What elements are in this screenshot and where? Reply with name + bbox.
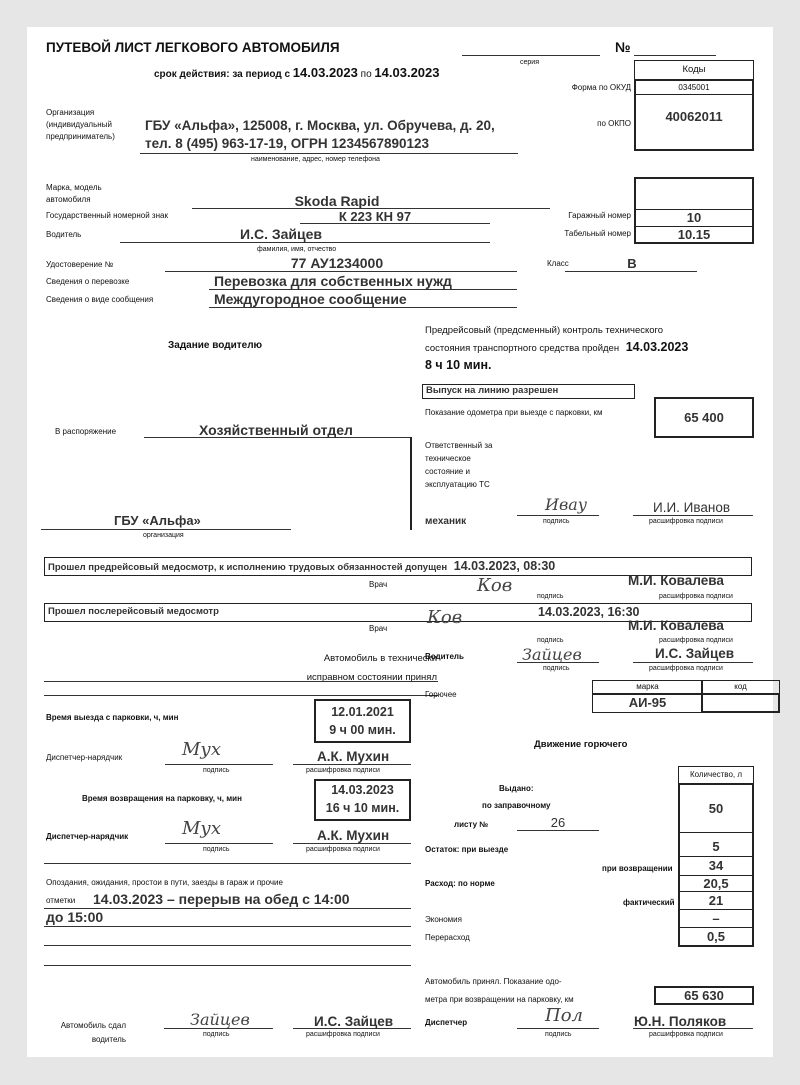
transport-label: Сведения о перевозке (46, 277, 130, 286)
responsible-4: эксплуатацию ТС (425, 480, 490, 489)
number-label: № (615, 39, 631, 55)
task-org-value[interactable]: ГБУ «Альфа» (114, 513, 201, 528)
acceptance-driver-label: Водитель (425, 652, 464, 661)
task-org-line (41, 529, 291, 530)
footer-dispatcher-label: Диспетчер (425, 1018, 468, 1027)
return-name-caption: расшифровка подписи (306, 846, 380, 853)
economy-value[interactable]: – (680, 910, 752, 928)
class-value[interactable]: В (627, 256, 637, 271)
notes-top-line (44, 863, 411, 864)
codes-header-cell (634, 60, 754, 80)
handed-driver-signature: Зайцев (190, 1010, 250, 1029)
departure-box (314, 699, 411, 743)
fuel-label: Горючее (425, 690, 457, 699)
codes-title: Коды (682, 64, 706, 75)
license-value[interactable]: 77 АУ1234000 (290, 255, 384, 271)
class-line (565, 271, 697, 272)
footer-signature-caption: подпись (545, 1031, 572, 1038)
return-dispatcher-label: Диспетчер-нарядчик (46, 832, 129, 841)
garage-value[interactable]: 10 (636, 210, 752, 227)
overrun-value[interactable]: 0,5 (706, 929, 726, 944)
garage-blank-cell (636, 179, 752, 210)
route-value[interactable]: Междугородное сообщение (214, 291, 407, 307)
return-dispatcher-signature: Мух (182, 818, 222, 839)
footer-name-caption: расшифровка подписи (649, 1031, 723, 1038)
responsible-label (425, 439, 492, 491)
organization-caption: наименование, адрес, номер телефона (251, 156, 380, 163)
organization-value-line2[interactable]: тел. 8 (495) 963-17-19, ОГРН 1234567890123 (145, 136, 430, 151)
notes-label: Опоздания, ожидания, простои в пути, заезды в гараж и прочие (46, 878, 283, 887)
org-label-3: предприниматель) (46, 132, 115, 141)
return-dispatcher-name[interactable]: А.К. Мухин (317, 828, 390, 843)
footer-accepted-2: метра при возвращении на парковку, км (425, 995, 574, 1004)
tech-control-date[interactable]: 14.03.2023 (625, 340, 689, 354)
acceptance-line-b (44, 695, 438, 696)
model-label (46, 182, 102, 206)
fuel-brand-value[interactable]: АИ-95 (628, 695, 667, 710)
tech-control-line2: состояния транспортного средства пройден (425, 343, 620, 354)
remain-return-value[interactable]: 34 (680, 857, 752, 876)
actual-label: фактический (623, 898, 675, 907)
mechanic-name-caption: расшифровка подписи (649, 518, 723, 525)
remain-label: Остаток: при выезде (425, 845, 509, 854)
release-box (422, 384, 635, 399)
validity-period (154, 65, 440, 80)
handed-label (46, 1019, 126, 1047)
departure-signature-caption: подпись (203, 767, 230, 774)
remain-out-value[interactable]: 5 (680, 833, 752, 857)
notes-line-c (44, 945, 411, 946)
return-box (314, 779, 411, 821)
departure-dispatcher-name[interactable]: А.К. Мухин (317, 749, 390, 764)
plate-label: Государственный номерной знак (46, 211, 168, 220)
sheet-value[interactable]: 26 (550, 815, 566, 830)
release-label: Выпуск на линию разрешен (426, 385, 559, 396)
handed-signature-line[interactable] (164, 1028, 273, 1029)
mechanic-signature: Ивау (545, 495, 588, 514)
fuel-movement-title: Движение горючего (534, 739, 628, 750)
org-label-1: Организация (46, 108, 95, 117)
tab-label: Табельный номер (564, 229, 631, 238)
odometer-box (654, 397, 754, 438)
organization-value-line1[interactable]: ГБУ «Альфа», 125008, г. Москва, ул. Обручева, д. 20, (145, 118, 495, 133)
acceptance-driver-signature: Зайцев (522, 645, 582, 664)
number-line[interactable] (634, 55, 716, 56)
issued-value[interactable]: 50 (680, 785, 752, 833)
quantity-header: Количество, л (689, 770, 743, 779)
fuel-code-cell[interactable] (701, 693, 780, 713)
transport-value[interactable]: Перевозка для собственных нужд (214, 273, 452, 289)
waybill-page (27, 27, 773, 1057)
actual-value[interactable]: 21 (680, 892, 752, 910)
footer-accepted-1: Автомобиль принял. Показание одо- (425, 977, 562, 986)
acceptance-signature-caption: подпись (543, 665, 570, 672)
quantity-table (678, 783, 754, 947)
document-title: ПУТЕВОЙ ЛИСТ ЛЕГКОВОГО АВТОМОБИЛЯ (46, 40, 340, 55)
odometer-label: Показание одометра при выезде с парковки, км (425, 408, 603, 417)
validity-prefix: срок действия: за период с (154, 69, 291, 80)
departure-name-caption: расшифровка подписи (306, 767, 380, 774)
post-signature-caption: подпись (537, 637, 564, 644)
responsible-3: состояние и (425, 467, 470, 476)
pre-doctor-name[interactable]: М.И. Ковалева (628, 573, 724, 588)
task-title: Задание водителю (168, 340, 263, 351)
task-org-caption: организация (143, 532, 184, 539)
odometer-return-value[interactable]: 65 630 (684, 988, 724, 1003)
post-doctor-name[interactable]: М.И. Ковалева (628, 618, 724, 633)
handed-label-2: водитель (91, 1035, 126, 1044)
series-line[interactable] (462, 55, 600, 56)
mechanic-role: механик (425, 516, 467, 527)
norm-label: Расход: по норме (425, 879, 495, 888)
pre-signature-caption: подпись (537, 593, 564, 600)
license-label: Удостоверение № (46, 260, 114, 269)
acceptance-line2: исправном состоянии принял (306, 672, 437, 683)
handed-signature-caption: подпись (203, 1031, 230, 1038)
series-caption: серия (520, 59, 539, 66)
okud-value[interactable]: 0345001 (636, 81, 752, 95)
tech-control-text (425, 322, 688, 374)
notes-line-d (44, 965, 411, 966)
departure-date[interactable]: 12.01.2021 (331, 705, 394, 719)
disposal-label: В распоряжение (55, 427, 117, 436)
okud-label: Форма по ОКУД (571, 83, 631, 92)
garage-label: Гаражный номер (568, 211, 631, 220)
responsible-2: техническое (425, 454, 471, 463)
acceptance-line-a (44, 681, 438, 682)
departure-signature-line[interactable] (165, 764, 273, 765)
return-time[interactable]: 16 ч 10 мин. (325, 801, 400, 815)
okpo-label: по ОКПО (597, 119, 631, 128)
post-doctor-signature: Ков (427, 607, 463, 628)
plate-value[interactable]: К 223 КН 97 (338, 209, 412, 224)
driver-value[interactable]: И.С. Зайцев (240, 226, 323, 242)
model-label-2: автомобиля (46, 195, 91, 204)
mechanic-name[interactable]: И.И. Иванов (653, 500, 731, 515)
codes-box (634, 79, 754, 151)
issued-sub-label: по заправочному (482, 801, 551, 810)
acceptance-name-line (633, 662, 753, 663)
model-value[interactable]: Skoda Rapid (294, 193, 380, 209)
mechanic-name-line (633, 515, 753, 516)
odometer-return-box (654, 986, 754, 1005)
economy-label: Экономия (425, 915, 462, 924)
footer-dispatcher-signature: Пол (545, 1005, 583, 1026)
fuel-code-header-label: код (734, 682, 747, 691)
handed-label-1: Автомобиль сдал (60, 1021, 126, 1030)
acceptance-signature-line[interactable] (517, 662, 599, 663)
garage-box (634, 177, 754, 244)
tab-value[interactable]: 10.15 (677, 227, 711, 242)
mechanic-signature-line[interactable] (517, 515, 599, 516)
disposal-line (144, 437, 412, 438)
fuel-brand-header-label: марка (636, 682, 659, 691)
driver-caption: фамилия, имя, отчество (257, 246, 337, 253)
quantity-header-cell (678, 766, 754, 784)
class-label: Класс (547, 259, 569, 268)
acceptance-line1: Автомобиль в технически (323, 653, 437, 664)
route-line (209, 307, 517, 308)
footer-signature-line[interactable] (517, 1028, 599, 1029)
pre-doctor-signature: Ков (477, 575, 513, 596)
footer-accepted-text (425, 973, 574, 1009)
handed-name-line (293, 1028, 411, 1029)
organization-label (46, 107, 115, 143)
overrun-label: Перерасход (425, 933, 470, 942)
validity-mid: по (360, 69, 372, 80)
odometer-value[interactable]: 65 400 (684, 410, 724, 425)
notes-label2: отметки (46, 896, 76, 905)
pre-medical-text: Прошел предрейсовый медосмотр, к исполнению трудовых обязанностей допущен (48, 562, 448, 573)
pre-name-caption: расшифровка подписи (659, 593, 733, 600)
task-divider (410, 437, 412, 530)
post-medical-datetime[interactable]: 14.03.2023, 16:30 (538, 605, 640, 619)
post-medical-text: Прошел послерейсовый медосмотр (48, 606, 219, 617)
notes-line2[interactable]: до 15:00 (46, 909, 104, 925)
disposal-value[interactable]: Хозяйственный отдел (199, 422, 353, 438)
pre-medical-datetime[interactable]: 14.03.2023, 08:30 (453, 559, 556, 573)
notes-line1[interactable]: 14.03.2023 – перерыв на обед с 14:00 (93, 891, 350, 907)
departure-dispatcher-signature: Мух (182, 739, 222, 760)
plate-line (300, 223, 490, 224)
organization-line (140, 153, 518, 154)
org-label-2: (индивидуальный (46, 120, 112, 129)
post-doctor-label: Врач (369, 624, 388, 633)
return-date[interactable]: 14.03.2023 (331, 783, 394, 797)
fuel-brand-cell (592, 693, 703, 713)
acceptance-name-caption: расшифровка подписи (649, 665, 723, 672)
departure-name-line (293, 764, 411, 765)
departure-label: Время выезда с парковки, ч, мин (46, 713, 179, 722)
norm-value[interactable]: 20,5 (680, 876, 752, 892)
transport-line (209, 289, 517, 290)
handed-name-caption: расшифровка подписи (306, 1031, 380, 1038)
footer-dispatcher-name[interactable]: Ю.Н. Поляков (634, 1014, 727, 1029)
date-to: 14.03.2023 (374, 65, 440, 80)
departure-dispatcher-label: Диспетчер-нарядчик (46, 753, 123, 762)
date-from: 14.03.2023 (292, 65, 358, 80)
route-label: Сведения о виде сообщения (46, 295, 154, 304)
return-signature-line[interactable] (165, 843, 273, 844)
sheet-line (517, 830, 599, 831)
handed-driver-name[interactable]: И.С. Зайцев (314, 1014, 394, 1029)
tech-control-line1: Предрейсовый (предсменный) контроль технического (425, 325, 664, 336)
okpo-value[interactable]: 40062011 (665, 109, 723, 124)
driver-line (120, 242, 490, 243)
post-name-caption: расшифровка подписи (659, 637, 733, 644)
return-name-line (293, 843, 411, 844)
driver-label: Водитель (46, 230, 82, 239)
sheet-label: листу № (454, 820, 489, 829)
pre-doctor-label: Врач (369, 580, 388, 589)
model-label-1: Марка, модель (46, 183, 102, 192)
acceptance-driver-name[interactable]: И.С. Зайцев (655, 646, 735, 661)
footer-name-line (633, 1028, 753, 1029)
issued-label: Выдано: (499, 784, 534, 793)
return-label: Время возвращения на парковку, ч, мин (82, 794, 242, 803)
remain-return-label: при возвращении (602, 864, 673, 873)
notes-line-b (44, 926, 411, 927)
responsible-1: Ответственный за (425, 441, 493, 450)
departure-time[interactable]: 9 ч 00 мин. (329, 723, 396, 737)
tech-control-time[interactable]: 8 ч 10 мин. (425, 358, 492, 372)
mechanic-signature-caption: подпись (543, 518, 570, 525)
return-signature-caption: подпись (203, 846, 230, 853)
license-line (165, 271, 517, 272)
